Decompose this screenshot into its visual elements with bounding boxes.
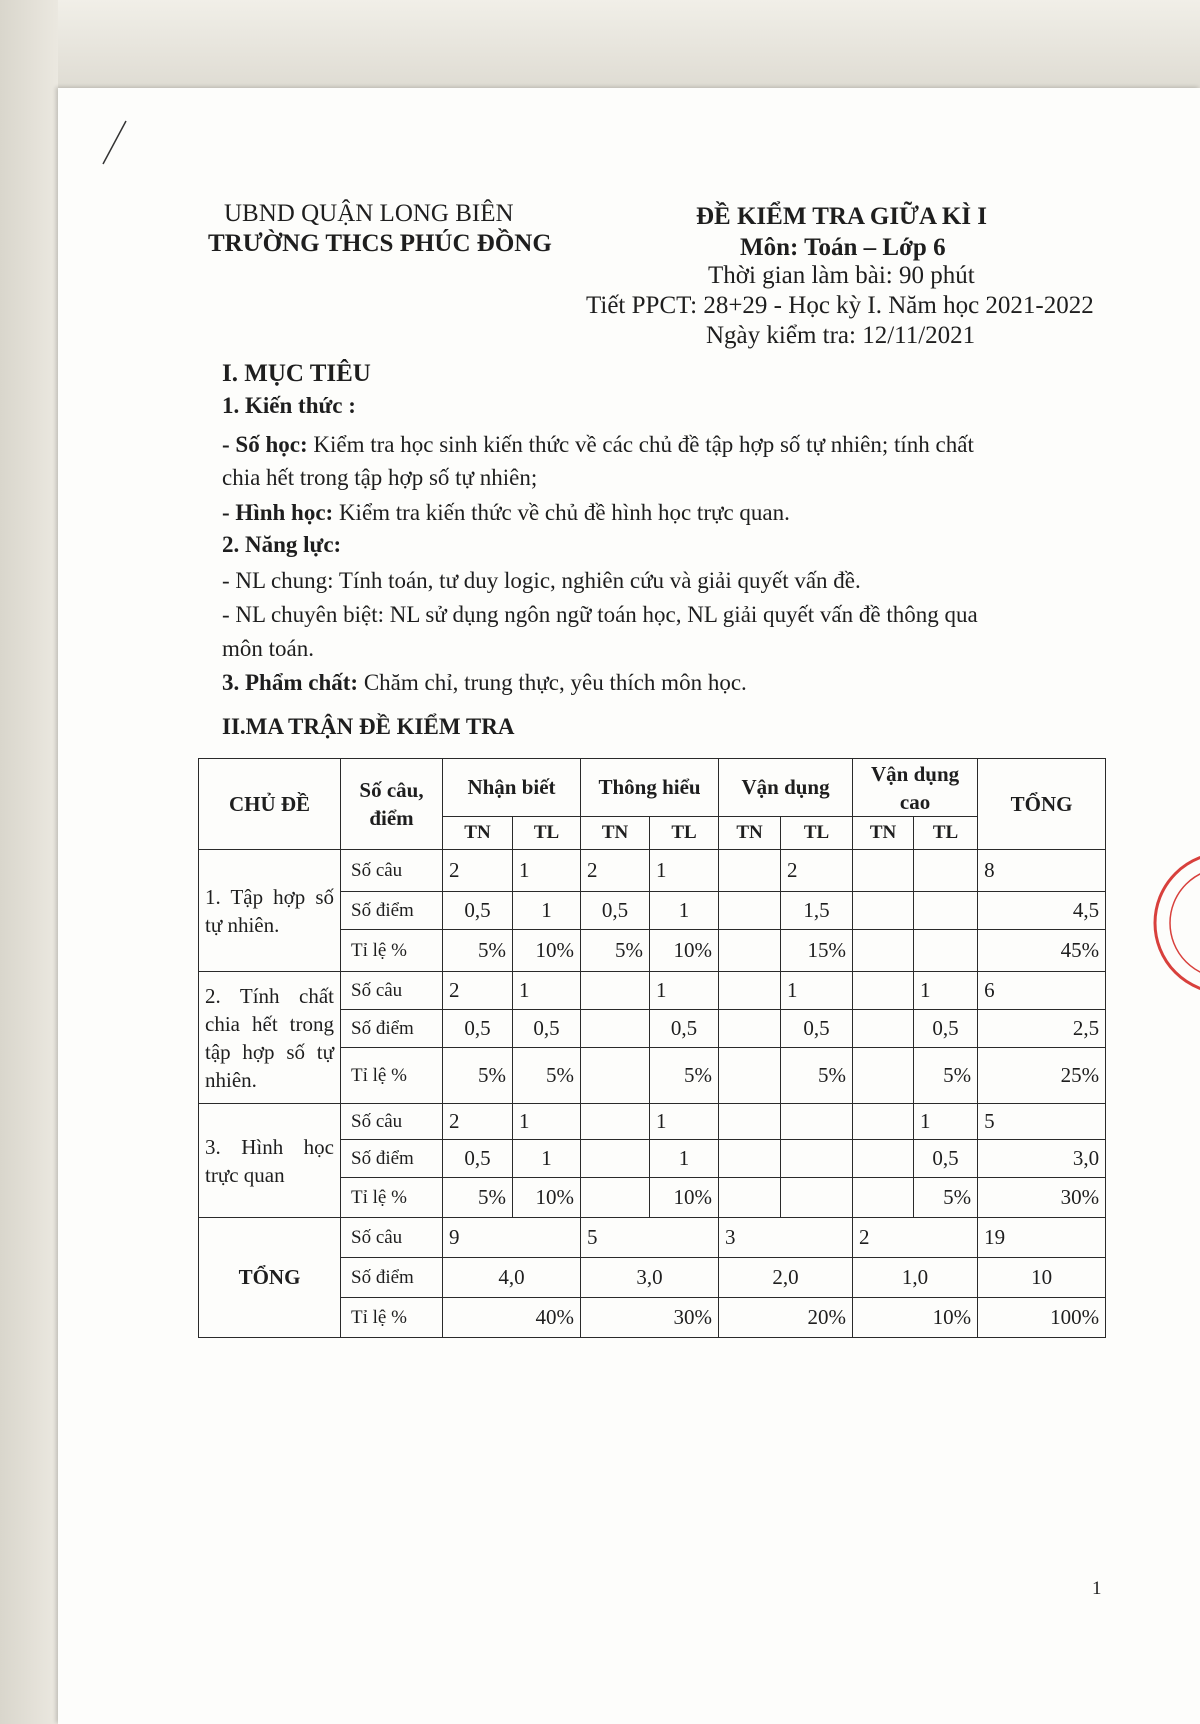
matrix-cell: 1,5 xyxy=(781,892,853,930)
row-label: Tỉ lệ % xyxy=(341,930,443,972)
matrix-cell xyxy=(719,1048,781,1104)
matrix-cell: 1 xyxy=(650,1104,719,1140)
row-label: Số câu xyxy=(341,972,443,1010)
arithmetic-label: - Số học: xyxy=(222,432,308,457)
matrix-cell: 1 xyxy=(650,972,719,1010)
quality-objective xyxy=(222,666,747,699)
level-header-recognize: Nhận biết xyxy=(443,759,581,817)
matrix-cell: 2 xyxy=(581,850,650,892)
matrix-cell xyxy=(914,850,978,892)
level-header-understand: Thông hiểu xyxy=(581,759,719,817)
total-cell: 3,0 xyxy=(581,1258,719,1298)
matrix-cell xyxy=(853,1010,914,1048)
matrix-cell: 5% xyxy=(781,1048,853,1104)
row-label: Tỉ lệ % xyxy=(341,1298,443,1338)
quality-label: 3. Phẩm chất: xyxy=(222,670,359,695)
matrix-cell xyxy=(581,972,650,1010)
col-count-header: Số câu, điểm xyxy=(341,759,443,850)
matrix-cell: 45% xyxy=(978,930,1106,972)
matrix-cell xyxy=(581,1104,650,1140)
sub-tl: TL xyxy=(914,817,978,850)
matrix-cell xyxy=(719,892,781,930)
topic-rows xyxy=(199,850,1106,1218)
matrix-cell xyxy=(581,1178,650,1218)
matrix-cell: 5% xyxy=(914,1048,978,1104)
matrix-cell xyxy=(781,1178,853,1218)
sub-tl: TL xyxy=(513,817,581,850)
matrix-cell xyxy=(853,930,914,972)
total-cell: 100% xyxy=(978,1298,1106,1338)
matrix-cell xyxy=(853,1048,914,1104)
matrix-cell: 5% xyxy=(443,1048,513,1104)
total-cell: 9 xyxy=(443,1218,581,1258)
matrix-cell: 1 xyxy=(513,1140,581,1178)
row-label: Số câu xyxy=(341,1104,443,1140)
topic-name: 2. Tính chất chia hết trong tập hợp số tự nhiên. xyxy=(199,972,341,1104)
total-count-row xyxy=(199,1218,1106,1258)
matrix-cell: 2 xyxy=(443,1104,513,1140)
arithmetic-text-cont: chia hết trong tập hợp số tự nhiên; xyxy=(222,465,538,490)
matrix-cell: 1 xyxy=(650,1140,719,1178)
matrix-cell: 5% xyxy=(914,1178,978,1218)
matrix-cell: 0,5 xyxy=(781,1010,853,1048)
scanner-background-left xyxy=(0,0,58,1724)
matrix-cell xyxy=(719,1140,781,1178)
row-label: Số điểm xyxy=(341,1010,443,1048)
matrix-cell: 8 xyxy=(978,850,1106,892)
total-cell: 3 xyxy=(719,1218,853,1258)
topic-name: 1. Tập hợp số tự nhiên. xyxy=(199,850,341,972)
count-row xyxy=(199,972,1106,1010)
exam-date: Ngày kiểm tra: 12/11/2021 xyxy=(706,322,976,349)
matrix-cell: 0,5 xyxy=(581,892,650,930)
total-cell: 10% xyxy=(853,1298,978,1338)
competence-general: - NL chung: Tính toán, tư duy logic, nghiên cứu và giải quyết vấn đề. xyxy=(222,568,861,593)
scanner-background-top xyxy=(0,0,1200,92)
matrix-cell: 5% xyxy=(581,930,650,972)
count-row xyxy=(199,1104,1106,1140)
geometry-text: Kiểm tra kiến thức về chủ đề hình học trực quan. xyxy=(333,500,790,525)
header-row xyxy=(199,759,1106,817)
matrix-cell: 10% xyxy=(650,930,719,972)
matrix-cell xyxy=(914,930,978,972)
matrix-cell xyxy=(853,850,914,892)
matrix-cell xyxy=(853,1178,914,1218)
knowledge-heading: 1. Kiến thức : xyxy=(222,393,356,418)
matrix-cell: 5 xyxy=(978,1104,1106,1140)
total-cell: 1,0 xyxy=(853,1258,978,1298)
exam-period: Tiết PPCT: 28+29 - Học kỳ I. Năm học 2021-2022 xyxy=(586,292,1094,319)
pen-mark xyxy=(100,118,130,168)
matrix-cell xyxy=(581,1048,650,1104)
matrix-cell: 1 xyxy=(513,850,581,892)
total-cell: 30% xyxy=(581,1298,719,1338)
matrix-cell xyxy=(781,1104,853,1140)
matrix-cell xyxy=(719,850,781,892)
matrix-cell: 30% xyxy=(978,1178,1106,1218)
arithmetic-objective xyxy=(222,428,974,461)
row-label: Tỉ lệ % xyxy=(341,1048,443,1104)
matrix-cell: 10% xyxy=(650,1178,719,1218)
matrix-cell: 5% xyxy=(513,1048,581,1104)
row-label: Số điểm xyxy=(341,1258,443,1298)
matrix-cell: 0,5 xyxy=(914,1140,978,1178)
matrix-cell: 15% xyxy=(781,930,853,972)
school-name: TRƯỜNG THCS PHÚC ĐỒNG xyxy=(208,230,552,257)
sub-tn: TN xyxy=(581,817,650,850)
matrix-cell: 3,0 xyxy=(978,1140,1106,1178)
matrix-cell: 1 xyxy=(781,972,853,1010)
matrix-cell: 1 xyxy=(650,850,719,892)
matrix-cell xyxy=(581,1010,650,1048)
matrix-cell xyxy=(719,930,781,972)
matrix-cell xyxy=(719,1178,781,1218)
matrix-cell xyxy=(853,1140,914,1178)
competence-specific-cont: môn toán. xyxy=(222,636,314,661)
matrix-cell: 5% xyxy=(650,1048,719,1104)
total-cell: 40% xyxy=(443,1298,581,1338)
exam-matrix-table xyxy=(198,758,1106,1338)
matrix-cell xyxy=(853,892,914,930)
exam-title: ĐỀ KIỂM TRA GIỮA KÌ I xyxy=(696,203,988,230)
authority-name: UBND QUẬN LONG BIÊN xyxy=(224,200,514,227)
matrix-cell: 10% xyxy=(513,1178,581,1218)
total-cell: 2 xyxy=(853,1218,978,1258)
total-cell: 19 xyxy=(978,1218,1106,1258)
sub-tn: TN xyxy=(443,817,513,850)
matrix-cell: 6 xyxy=(978,972,1106,1010)
exam-duration: Thời gian làm bài: 90 phút xyxy=(708,262,975,289)
matrix-cell: 10% xyxy=(513,930,581,972)
matrix-cell: 0,5 xyxy=(513,1010,581,1048)
matrix-cell xyxy=(719,972,781,1010)
level-header-apply: Vận dụng xyxy=(719,759,853,817)
matrix-heading: II.MA TRẬN ĐỀ KIỂM TRA xyxy=(222,714,515,739)
geometry-label: - Hình học: xyxy=(222,500,334,525)
matrix-cell: 0,5 xyxy=(914,1010,978,1048)
matrix-cell: 2 xyxy=(781,850,853,892)
matrix-cell xyxy=(914,892,978,930)
matrix-cell: 2,5 xyxy=(978,1010,1106,1048)
quality-text: Chăm chỉ, trung thực, yêu thích môn học. xyxy=(358,670,747,695)
sub-tl: TL xyxy=(781,817,853,850)
sub-tl: TL xyxy=(650,817,719,850)
matrix-cell xyxy=(853,1104,914,1140)
row-label: Số điểm xyxy=(341,892,443,930)
matrix-cell: 25% xyxy=(978,1048,1106,1104)
col-topic-header: CHỦ ĐỀ xyxy=(199,759,341,850)
total-label: TỔNG xyxy=(199,1218,341,1338)
matrix-cell xyxy=(853,972,914,1010)
matrix-cell: 1 xyxy=(513,892,581,930)
official-stamp xyxy=(1145,848,1200,998)
sub-tn: TN xyxy=(853,817,914,850)
competence-heading: 2. Năng lực: xyxy=(222,532,342,557)
matrix-cell xyxy=(719,1104,781,1140)
matrix-cell xyxy=(781,1140,853,1178)
matrix-cell: 1 xyxy=(513,1104,581,1140)
total-cell: 5 xyxy=(581,1218,719,1258)
col-total-header: TỔNG xyxy=(978,759,1106,850)
topic-name: 3. Hình học trực quan xyxy=(199,1104,341,1218)
matrix-cell: 1 xyxy=(914,972,978,1010)
matrix-cell xyxy=(719,1010,781,1048)
row-label: Số câu xyxy=(341,1218,443,1258)
matrix-cell: 5% xyxy=(443,930,513,972)
matrix-cell: 2 xyxy=(443,972,513,1010)
row-label: Tỉ lệ % xyxy=(341,1178,443,1218)
count-row xyxy=(199,850,1106,892)
total-cell: 2,0 xyxy=(719,1258,853,1298)
total-rows xyxy=(199,1218,1106,1338)
row-label: Số câu xyxy=(341,850,443,892)
matrix-cell: 1 xyxy=(650,892,719,930)
sub-tn: TN xyxy=(719,817,781,850)
matrix-cell: 1 xyxy=(914,1104,978,1140)
matrix-cell: 0,5 xyxy=(443,892,513,930)
geometry-objective xyxy=(222,496,790,529)
matrix-cell: 4,5 xyxy=(978,892,1106,930)
page-number: 1 xyxy=(1092,1578,1102,1599)
matrix-cell: 1 xyxy=(513,972,581,1010)
matrix-cell: 0,5 xyxy=(443,1140,513,1178)
total-cell: 20% xyxy=(719,1298,853,1338)
total-cell: 4,0 xyxy=(443,1258,581,1298)
objectives-heading: I. MỤC TIÊU xyxy=(222,360,371,387)
exam-subject: Môn: Toán – Lớp 6 xyxy=(740,234,946,261)
matrix-cell: 0,5 xyxy=(650,1010,719,1048)
matrix-cell: 2 xyxy=(443,850,513,892)
arithmetic-text: Kiểm tra học sinh kiến thức về các chủ đề tập hợp số tự nhiên; tính chất xyxy=(307,432,974,457)
level-header-apply-high: Vận dụng cao xyxy=(853,759,978,817)
row-label: Số điểm xyxy=(341,1140,443,1178)
competence-specific: - NL chuyên biệt: NL sử dụng ngôn ngữ toán học, NL giải quyết vấn đề thông qua xyxy=(222,602,978,627)
matrix-cell: 5% xyxy=(443,1178,513,1218)
matrix-cell xyxy=(581,1140,650,1178)
matrix-cell: 0,5 xyxy=(443,1010,513,1048)
total-cell: 10 xyxy=(978,1258,1106,1298)
